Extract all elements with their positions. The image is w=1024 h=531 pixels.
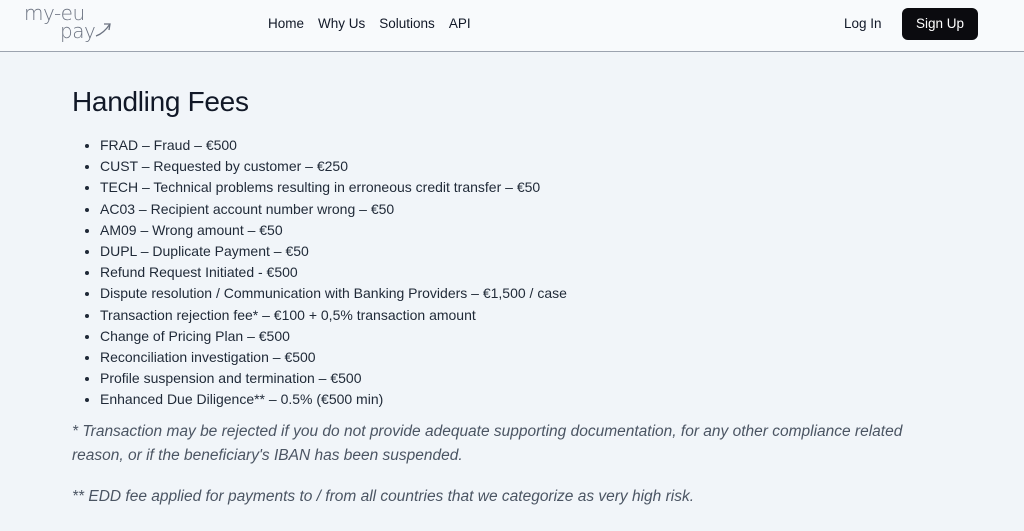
logo[interactable] <box>24 2 114 46</box>
page-title: Handling Fees <box>72 86 249 117</box>
fee-item: • Change of Pricing Plan – €500 <box>100 326 952 347</box>
main-nav <box>268 15 471 33</box>
fees-list <box>72 135 952 411</box>
logo-arrow-icon <box>24 2 114 46</box>
fee-item: • DUPL – Duplicate Payment – €50 <box>100 241 952 262</box>
logo-text-bottom: pay <box>60 19 96 43</box>
fee-item: • Transaction rejection fee* – €100 + 0,5% transaction amount <box>100 305 952 326</box>
fee-item: • TECH – Technical problems resulting in erroneous credit transfer – €50 <box>100 177 952 198</box>
fee-item: • Dispute resolution / Communication with Banking Providers – €1,500 / case <box>100 283 952 304</box>
fee-item: • FRAD – Fraud – €500 <box>100 135 952 156</box>
nav-home-link[interactable]: Home <box>268 16 305 31</box>
logo-text-top: my-eu <box>24 1 85 25</box>
fee-item: • Refund Request Initiated - €500 <box>100 262 952 283</box>
signup-button[interactable]: Sign Up <box>902 8 978 40</box>
fee-item: • Profile suspension and termination – €500 <box>100 368 952 389</box>
fee-item: • AM09 – Wrong amount – €50 <box>100 220 952 241</box>
nav-solutions-link[interactable]: Solutions <box>379 16 435 31</box>
fee-item: • Reconciliation investigation – €500 <box>100 347 952 368</box>
rejection-footnote: * Transaction may be rejected if you do not provide adequate supporting documentation, for any other compliance related reason, or if the beneficiary's IBAN has been suspended. <box>72 422 903 464</box>
main-content <box>72 84 952 509</box>
nav-api-link[interactable]: API <box>448 16 471 31</box>
fee-item: • AC03 – Recipient account number wrong – €50 <box>100 199 952 220</box>
nav-why-us-link[interactable]: Why Us <box>318 16 366 31</box>
fee-item: • Enhanced Due Diligence** – 0.5% (€500 min) <box>100 389 952 410</box>
fee-item: • CUST – Requested by customer – €250 <box>100 156 952 177</box>
top-navbar <box>0 0 1024 52</box>
edd-footnote: ** EDD fee applied for payments to / from all countries that we categorize as very high risk. <box>72 487 695 505</box>
login-link[interactable]: Log In <box>844 16 882 31</box>
